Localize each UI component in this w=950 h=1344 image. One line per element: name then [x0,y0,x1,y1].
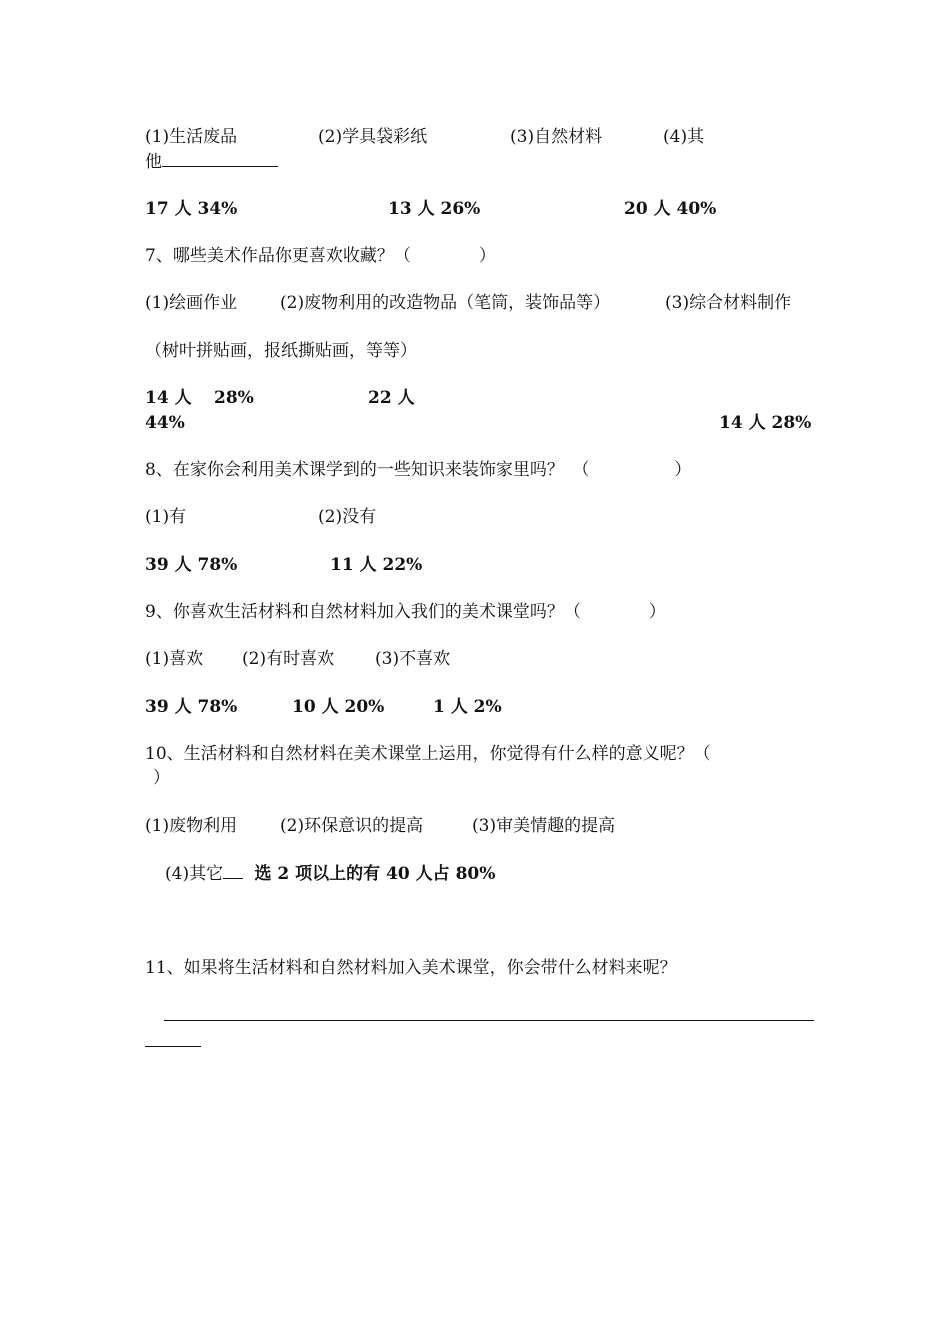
q6-result-1: 17 人 34% [145,199,238,219]
q7-question: 7、哪些美术作品你更喜欢收藏？（ ） [145,246,496,266]
q10-option-4: (4)其它 [165,864,224,884]
fill-blank [162,150,278,167]
q6-result-3: 20 人 40% [624,199,717,219]
q9-option-1: (1)喜欢 [145,649,204,669]
q11-question: 11、如果将生活材料和自然材料加入美术课堂，你会带什么材料来呢？ [145,958,677,978]
q6-option-4-cont [145,150,278,173]
q7-result-1-count: 14 人 [145,388,192,408]
q6-option-4: (4)其 [663,127,705,147]
q9-option-3: (3)不喜欢 [375,649,451,669]
q10-question: 10、生活材料和自然材料在美术课堂上运用，你觉得有什么样的意义呢？（ [145,744,711,764]
q10-summary: 选 2 项以上的有 40 人占 80% [254,864,496,884]
q7-result-2-percent: 44% [145,413,185,433]
q6-option-2: (2)学具袋彩纸 [318,127,428,147]
q10-option-3: (3)审美情趣的提高 [472,816,616,836]
q9-result-1: 39 人 78% [145,697,238,717]
q7-option-2: (2)废物利用的改造物品（笔筒，装饰品等） [280,293,611,313]
q8-option-1: (1)有 [145,507,187,527]
q6-option-4-cont-text: 他 [145,152,162,172]
q8-result-2: 11 人 22% [330,555,423,575]
q8-question: 8、在家你会利用美术课学到的一些知识来装饰家里吗？ （ ） [145,460,692,480]
q7-option-3: (3)综合材料制作 [665,293,792,313]
q7-result-3: 14 人 28% [719,413,812,433]
q10-option-4-row [165,862,495,885]
q10-question-cont: ） [153,768,170,788]
q10-option-1: (1)废物利用 [145,816,238,836]
fill-blank [223,862,243,879]
q6-option-3: (3)自然材料 [510,127,603,147]
answer-line-cont[interactable] [145,1046,201,1047]
q7-option-3-cont: （树叶拼贴画，报纸撕贴画，等等） [145,341,417,361]
q6-result-2: 13 人 26% [388,199,481,219]
q9-question: 9、你喜欢生活材料和自然材料加入我们的美术课堂吗？（ ） [145,602,666,622]
q9-option-2: (2)有时喜欢 [242,649,335,669]
q9-result-2: 10 人 20% [292,697,385,717]
q7-option-1: (1)绘画作业 [145,293,238,313]
q9-result-3: 1 人 2% [433,697,502,717]
q6-option-1: (1)生活废品 [145,127,238,147]
q8-option-2: (2)没有 [318,507,377,527]
q10-option-2: (2)环保意识的提高 [280,816,424,836]
answer-line[interactable] [164,1020,814,1021]
q7-result-2-count: 22 人 [368,388,415,408]
q7-result-1-percent: 28% [214,388,254,408]
q8-result-1: 39 人 78% [145,555,238,575]
